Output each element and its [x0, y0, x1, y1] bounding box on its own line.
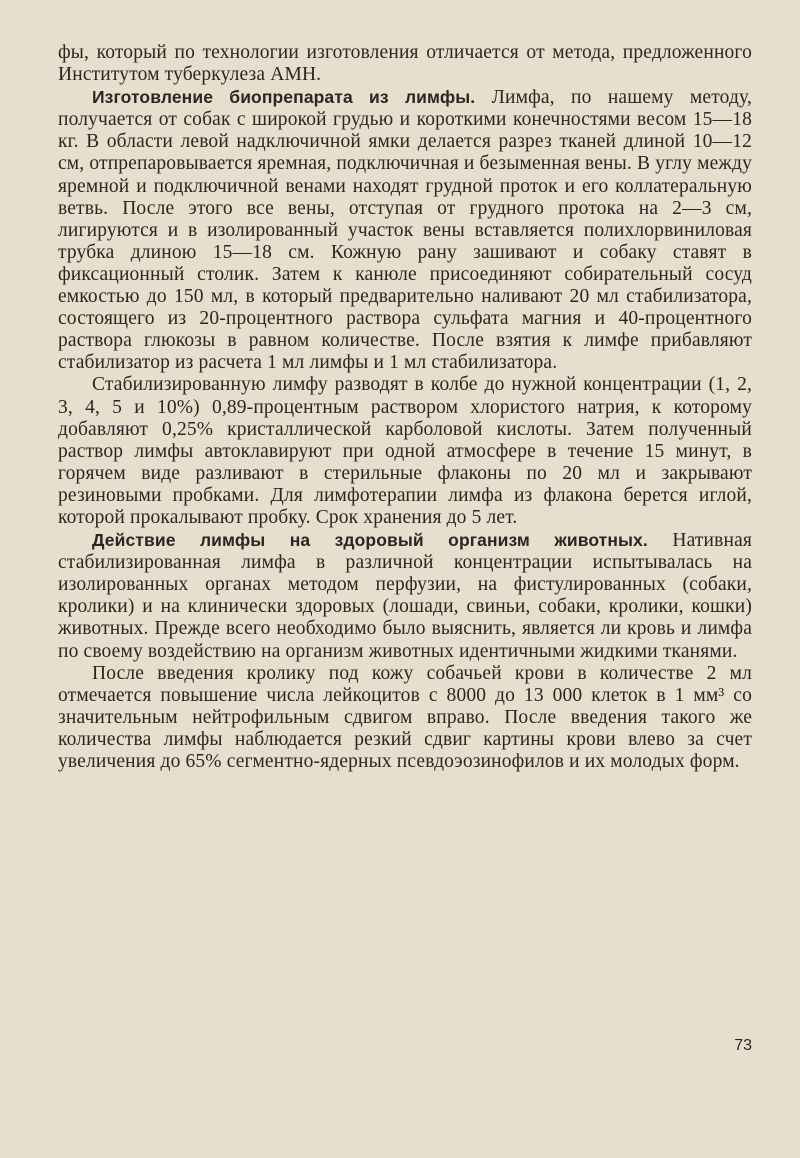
paragraph-3 [58, 374, 752, 529]
paragraph-3-text: Стабилизированную лимфу разводят в колбе до нужной концентрации (1, 2, 3, 4, 5 и 10%) 0,89-процентным раствором хлористого натрия, к которому добавляют 0,25% кристаллической карболовой кислоты. Затем полученный раствор лимфы автоклавируют при одной атмосфере в течение 15 минут, в горячем виде разливают в стерильные флаконы по 20 мл и закрывают резиновыми пробками. Для лимфотерапии лимфа из флакона берется иглой, которой прокалывают пробку. Срок хранения до 5 лет. [58, 374, 752, 528]
paragraph-4 [58, 529, 752, 663]
paragraph-1 [58, 42, 752, 86]
section-heading-lymph-preparation: Изготовление биопрепарата из лимфы. [92, 87, 476, 108]
paragraph-5 [58, 663, 752, 773]
document-page [58, 42, 752, 773]
paragraph-2 [58, 86, 752, 374]
paragraph-1-text: фы, который по технологии изготовления отличается от метода, предложенного Институтом туберкулеза АМН. [58, 42, 752, 86]
section-heading-lymph-action: Действие лимфы на здоровый организм животных. [92, 530, 648, 551]
paragraph-4-text: Нативная стабилизированная лимфа в различной концентрации испытывалась на изолированных органах методом перфузии, на фистулированных (собаки, кролики) и на клинически здоровых (лошади, свиньи, собаки, кролики, кошки) животных. Прежде всего необходимо было выяснить, является ли кровь и лимфа по своему воздействию на организм животных идентичными жидкими тканями. [58, 530, 752, 662]
paragraph-2-text: Лимфа, по нашему методу, получается от собак с широкой грудью и короткими конечностями весом 15—18 кг. В области левой надключичной ямки делается разрез тканей длиной 10—12 см, отпрепаровывается яремная, подключичная и безыменная вены. В углу между яремной и подключичной венами находят грудной проток и его коллатеральную ветвь. После этого все вены, отступая от грудного протока на 2—3 см, лигируются и в изолированный участок вены вставляется полихлорвиниловая трубка длиною 15—18 см. Кожную рану зашивают и собаку ставят в фиксационный столик. Затем к канюле присоединяют собирательный сосуд емкостью до 150 мл, в который предварительно наливают 20 мл стабилизатора, состоящего из 20-процентного раствора сульфата магния и 40-процентного раствора глюкозы в равном количестве. После взятия к лимфе прибавляют стабилизатор из расчета 1 мл лимфы и 1 мл стабилизатора. [58, 87, 752, 374]
paragraph-5-text: После введения кролику под кожу собачьей крови в количестве 2 мл отмечается повышение числа лейкоцитов с 8000 до 13 000 клеток в 1 мм³ со значительным нейтрофильным сдвигом вправо. После введения такого же количества лимфы наблюдается резкий сдвиг картины крови влево за счет увеличения до 65% сегментно-ядерных псевдоэозинофилов и их молодых форм. [58, 662, 752, 772]
page-number: 73 [734, 1037, 752, 1054]
